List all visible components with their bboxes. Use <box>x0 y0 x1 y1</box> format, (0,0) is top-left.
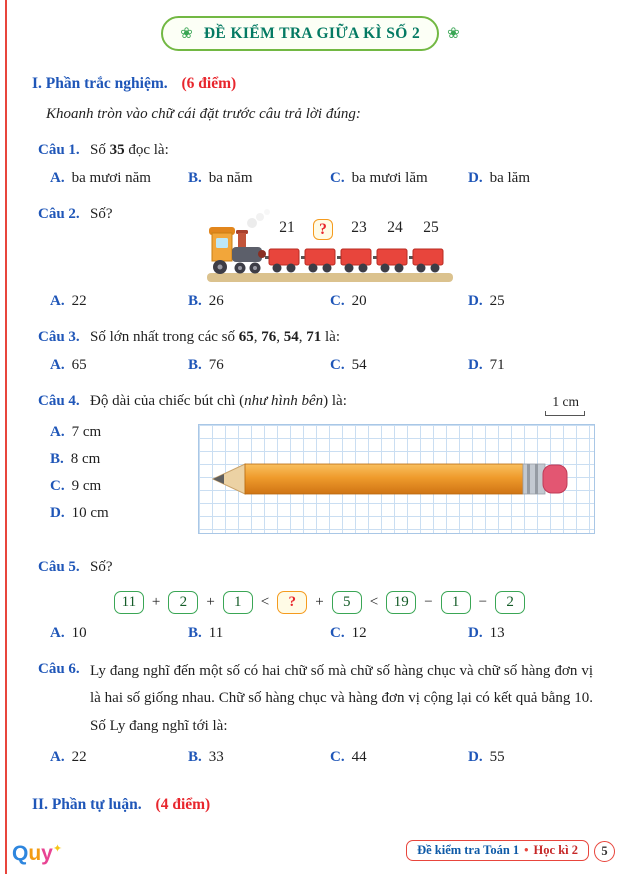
option-letter: A. <box>50 624 65 641</box>
equation-box: 19 <box>386 591 416 614</box>
scale-ruler-mark <box>545 411 585 416</box>
question-mark-box: ? <box>313 219 333 240</box>
option-d <box>468 749 621 766</box>
option-letter: B. <box>188 169 202 186</box>
question-4 <box>38 390 593 413</box>
option-letter: A. <box>50 356 65 373</box>
instruction-text: Khoanh tròn vào chữ cái đặt trước câu trả lời đúng: <box>46 106 361 122</box>
option-value: 33 <box>208 748 224 765</box>
question-5-options <box>0 625 621 642</box>
option-value: 10 <box>71 624 87 641</box>
scale-label: 1 cm <box>552 394 579 409</box>
option-b <box>188 625 330 642</box>
train-number: 25 <box>423 219 439 236</box>
option-b <box>188 170 330 187</box>
question-6 <box>38 658 593 741</box>
option-letter: D. <box>468 169 483 186</box>
minus-operator: − <box>478 593 488 610</box>
option-value: 26 <box>208 293 224 309</box>
question-2-text: Số? <box>90 205 113 222</box>
title-badge <box>161 16 439 51</box>
flower-icon: ❀ <box>447 26 460 42</box>
option-value: 22 <box>71 293 87 309</box>
option-b <box>50 451 196 468</box>
option-value: 13 <box>489 624 505 641</box>
train-illustration <box>205 207 455 287</box>
option-c <box>330 293 468 310</box>
question-3-options <box>0 357 621 374</box>
option-d <box>468 625 621 642</box>
option-d <box>468 170 621 187</box>
section-2-points: (4 điểm) <box>155 795 211 813</box>
option-value: 12 <box>351 624 367 641</box>
option-c <box>330 170 468 187</box>
page-number: 5 <box>594 841 615 862</box>
option-letter: C. <box>330 356 345 373</box>
option-letter: A. <box>50 424 65 440</box>
section-1-title: I. Phần trắc nghiệm. <box>32 75 168 92</box>
question-6-text: Ly đang nghĩ đến một số có hai chữ số mà chữ số hàng chục và chữ số hàng đơn vị là hai số giống nhau. Chữ số hàng chục và hàng đơn vị cộng lại có kết quả bằng 10. Số Ly đang nghĩ tới là: <box>90 662 593 734</box>
option-letter: B. <box>188 748 202 765</box>
question-2-options <box>0 293 621 310</box>
equation-box: 2 <box>495 591 525 614</box>
option-letter: B. <box>188 356 202 373</box>
option-c <box>50 478 196 495</box>
grid-paper <box>198 424 595 534</box>
logo-letter: Q <box>12 842 29 865</box>
question-4-options <box>38 416 196 540</box>
option-d <box>468 357 621 374</box>
page-title: ĐỀ KIỂM TRA GIỮA KÌ SỐ 2 <box>203 24 421 42</box>
train-number: 24 <box>387 219 403 236</box>
question-5 <box>38 556 593 579</box>
option-c <box>330 625 468 642</box>
question-6-options <box>0 749 621 766</box>
option-value: 54 <box>351 356 367 373</box>
option-a <box>50 293 188 310</box>
option-value: 65 <box>71 356 87 373</box>
option-c <box>330 749 468 766</box>
option-d <box>50 505 196 522</box>
option-value: 55 <box>489 748 505 765</box>
question-1-label: Câu 1. <box>38 142 80 158</box>
option-value: ba lăm <box>489 169 530 186</box>
option-a <box>50 424 196 441</box>
option-a <box>50 357 188 374</box>
train-number-unknown <box>305 219 341 240</box>
star-icon: ✦ <box>52 843 63 855</box>
footer-separator: • <box>524 843 529 857</box>
equation-box: 1 <box>223 591 253 614</box>
section-2-heading <box>32 796 621 814</box>
train-number-row <box>269 219 449 240</box>
publisher-logo <box>12 843 62 864</box>
question-6-label: Câu 6. <box>38 660 80 677</box>
option-a <box>50 625 188 642</box>
flower-icon: ❀ <box>180 26 193 42</box>
footer-book-label <box>406 840 589 861</box>
option-letter: A. <box>50 293 65 309</box>
option-letter: A. <box>50 748 65 765</box>
option-value: 25 <box>489 293 505 309</box>
plus-operator: + <box>151 593 161 610</box>
equation-box: 5 <box>332 591 362 614</box>
option-value: 11 <box>208 624 224 641</box>
option-b <box>188 357 330 374</box>
option-letter: D. <box>468 356 483 373</box>
plus-operator: + <box>206 593 215 610</box>
question-2-label: Câu 2. <box>38 205 80 222</box>
option-value: 76 <box>208 356 224 373</box>
option-letter: D. <box>50 505 65 521</box>
option-letter: B. <box>188 624 202 641</box>
page-left-border <box>5 0 7 874</box>
option-letter: C. <box>330 624 345 641</box>
section-2-title: II. Phần tự luận. <box>32 795 142 813</box>
option-letter: C. <box>330 293 345 309</box>
train-number: 23 <box>351 219 367 236</box>
option-value: 10 cm <box>71 505 109 521</box>
option-value: ba năm <box>208 169 253 186</box>
option-letter: B. <box>50 451 64 467</box>
option-value: 71 <box>489 356 505 373</box>
option-d <box>468 293 621 310</box>
question-4-label: Câu 4. <box>38 392 80 409</box>
question-3 <box>38 326 593 349</box>
option-letter: B. <box>188 293 202 309</box>
option-letter: A. <box>50 169 65 186</box>
option-value: 20 <box>351 293 367 309</box>
option-letter: C. <box>330 748 345 765</box>
train-number: 21 <box>279 219 295 236</box>
section-1-points: (6 điểm) <box>181 75 237 92</box>
equation-box: 11 <box>114 591 144 614</box>
equation-box: 1 <box>441 591 471 614</box>
question-5-label: Câu 5. <box>38 559 80 575</box>
option-value: 9 cm <box>71 478 102 494</box>
question-1 <box>38 139 593 162</box>
footer-book-title: Đề kiểm tra Toán 1 <box>417 843 520 857</box>
logo-letter: u <box>28 842 42 865</box>
option-a <box>50 749 188 766</box>
option-c <box>330 357 468 374</box>
option-letter: D. <box>468 293 483 309</box>
minus-operator: − <box>424 593 433 610</box>
less-than-operator: < <box>260 593 270 610</box>
option-value: 7 cm <box>71 424 102 440</box>
logo-letter: y <box>41 842 53 865</box>
footer-term: Học kì 2 <box>533 843 578 857</box>
plus-operator: + <box>315 593 324 610</box>
option-value: ba mươi lăm <box>351 169 428 186</box>
option-letter: C. <box>330 169 345 186</box>
question-1-text: Số 35 đọc là: <box>90 142 169 158</box>
question-1-options <box>0 170 621 187</box>
equation-box: 2 <box>168 591 198 614</box>
option-letter: D. <box>468 624 483 641</box>
question-3-label: Câu 3. <box>38 329 80 345</box>
option-value: 8 cm <box>70 451 101 467</box>
option-a <box>50 170 188 187</box>
question-3-text: Số lớn nhất trong các số 65, 76, 54, 71 là: <box>90 329 340 345</box>
option-value: 22 <box>71 748 87 765</box>
question-5-text: Số? <box>90 559 113 575</box>
equation-row <box>48 591 591 614</box>
option-letter: D. <box>468 748 483 765</box>
option-value: ba mươi năm <box>71 169 151 186</box>
section-1-heading <box>32 75 621 93</box>
equation-unknown-box: ? <box>277 591 307 614</box>
title-banner <box>0 0 621 51</box>
pencil-icon <box>199 425 589 533</box>
option-b <box>188 293 330 310</box>
option-b <box>188 749 330 766</box>
option-value: 44 <box>351 748 367 765</box>
question-4-text: Độ dài của chiếc bút chì (như hình bên) là: <box>90 392 347 409</box>
less-than-operator: < <box>369 593 379 610</box>
option-letter: C. <box>50 478 65 494</box>
